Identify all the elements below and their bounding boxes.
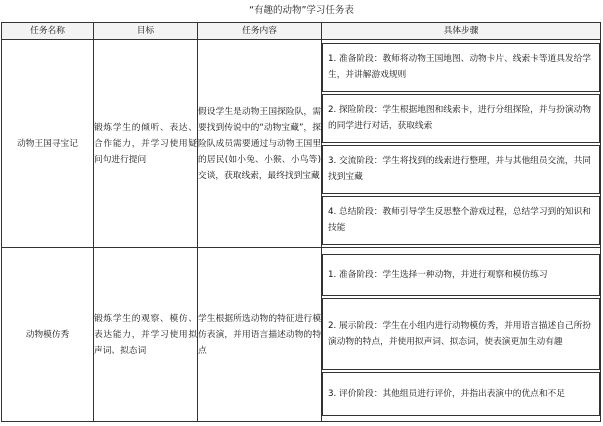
step-box — [322, 145, 600, 194]
task-row — [2, 40, 601, 248]
step-text: 3. 交流阶段：学生将找到的线索进行整理，并与其他组员交流，共同找到宝藏 — [328, 156, 591, 182]
table-title: “有趣的动物”学习任务表 — [249, 5, 354, 16]
step-box — [322, 372, 600, 416]
task-goal-cell: 锻炼学生的倾听、表达、合作能力，并学习使用疑问句进行提问 — [94, 40, 198, 248]
header-steps: 具体步骤 — [322, 23, 601, 40]
step-text: 1. 准备阶段：学生选择一种动物，并进行观察和模仿练习 — [328, 269, 548, 280]
task-goal-cell: 锻炼学生的观察、模仿、表达能力，并学习使用拟声词、拟态词 — [94, 248, 198, 422]
task-steps-cell — [322, 40, 601, 248]
step-text: 2. 展示阶段：学生在小组内进行动物模仿秀，并用语言描述自己所扮演动物的特点，并使用拟声词、拟态词，使表演更加生动有趣 — [328, 320, 591, 347]
task-name-cell: 动物模仿秀 — [2, 248, 94, 422]
step-text: 1. 准备阶段：教师将动物王国地图、动物卡片、线索卡等道具发给学生，并讲解游戏规则 — [328, 54, 591, 80]
header-task-content: 任务内容 — [198, 23, 322, 40]
header-row — [2, 23, 601, 40]
step-text: 3. 评价阶段：其他组员进行评价，并指出表演中的优点和不足 — [328, 388, 565, 399]
task-row — [2, 248, 601, 422]
step-box — [322, 254, 600, 296]
task-content-cell: 学生根据所选动物的特征进行模仿表演，并用语言描述动物的特点 — [198, 248, 322, 422]
task-steps-cell — [322, 248, 601, 422]
task-name-cell: 动物王国寻宝记 — [2, 40, 94, 248]
task-table — [1, 22, 601, 422]
step-box — [322, 43, 600, 92]
step-box — [322, 94, 600, 143]
step-box — [322, 196, 600, 245]
task-content-cell: 假设学生是动物王国探险队，需要找到传说中的“动物宝藏”，探险队成员需要通过与动物王国里的居民(如小兔、小猴、小鸟等)交谈，获取线索，最终找到宝藏 — [198, 40, 322, 248]
step-text: 2. 探险阶段：学生根据地图和线索卡，进行分组探险，并与扮演动物的同学进行对话，获取线索 — [328, 105, 591, 131]
step-text: 4. 总结阶段：教师引导学生反思整个游戏过程，总结学习到的知识和技能 — [328, 207, 591, 233]
header-goal: 目标 — [94, 23, 198, 40]
header-task-name: 任务名称 — [2, 23, 94, 40]
step-box — [322, 298, 600, 370]
